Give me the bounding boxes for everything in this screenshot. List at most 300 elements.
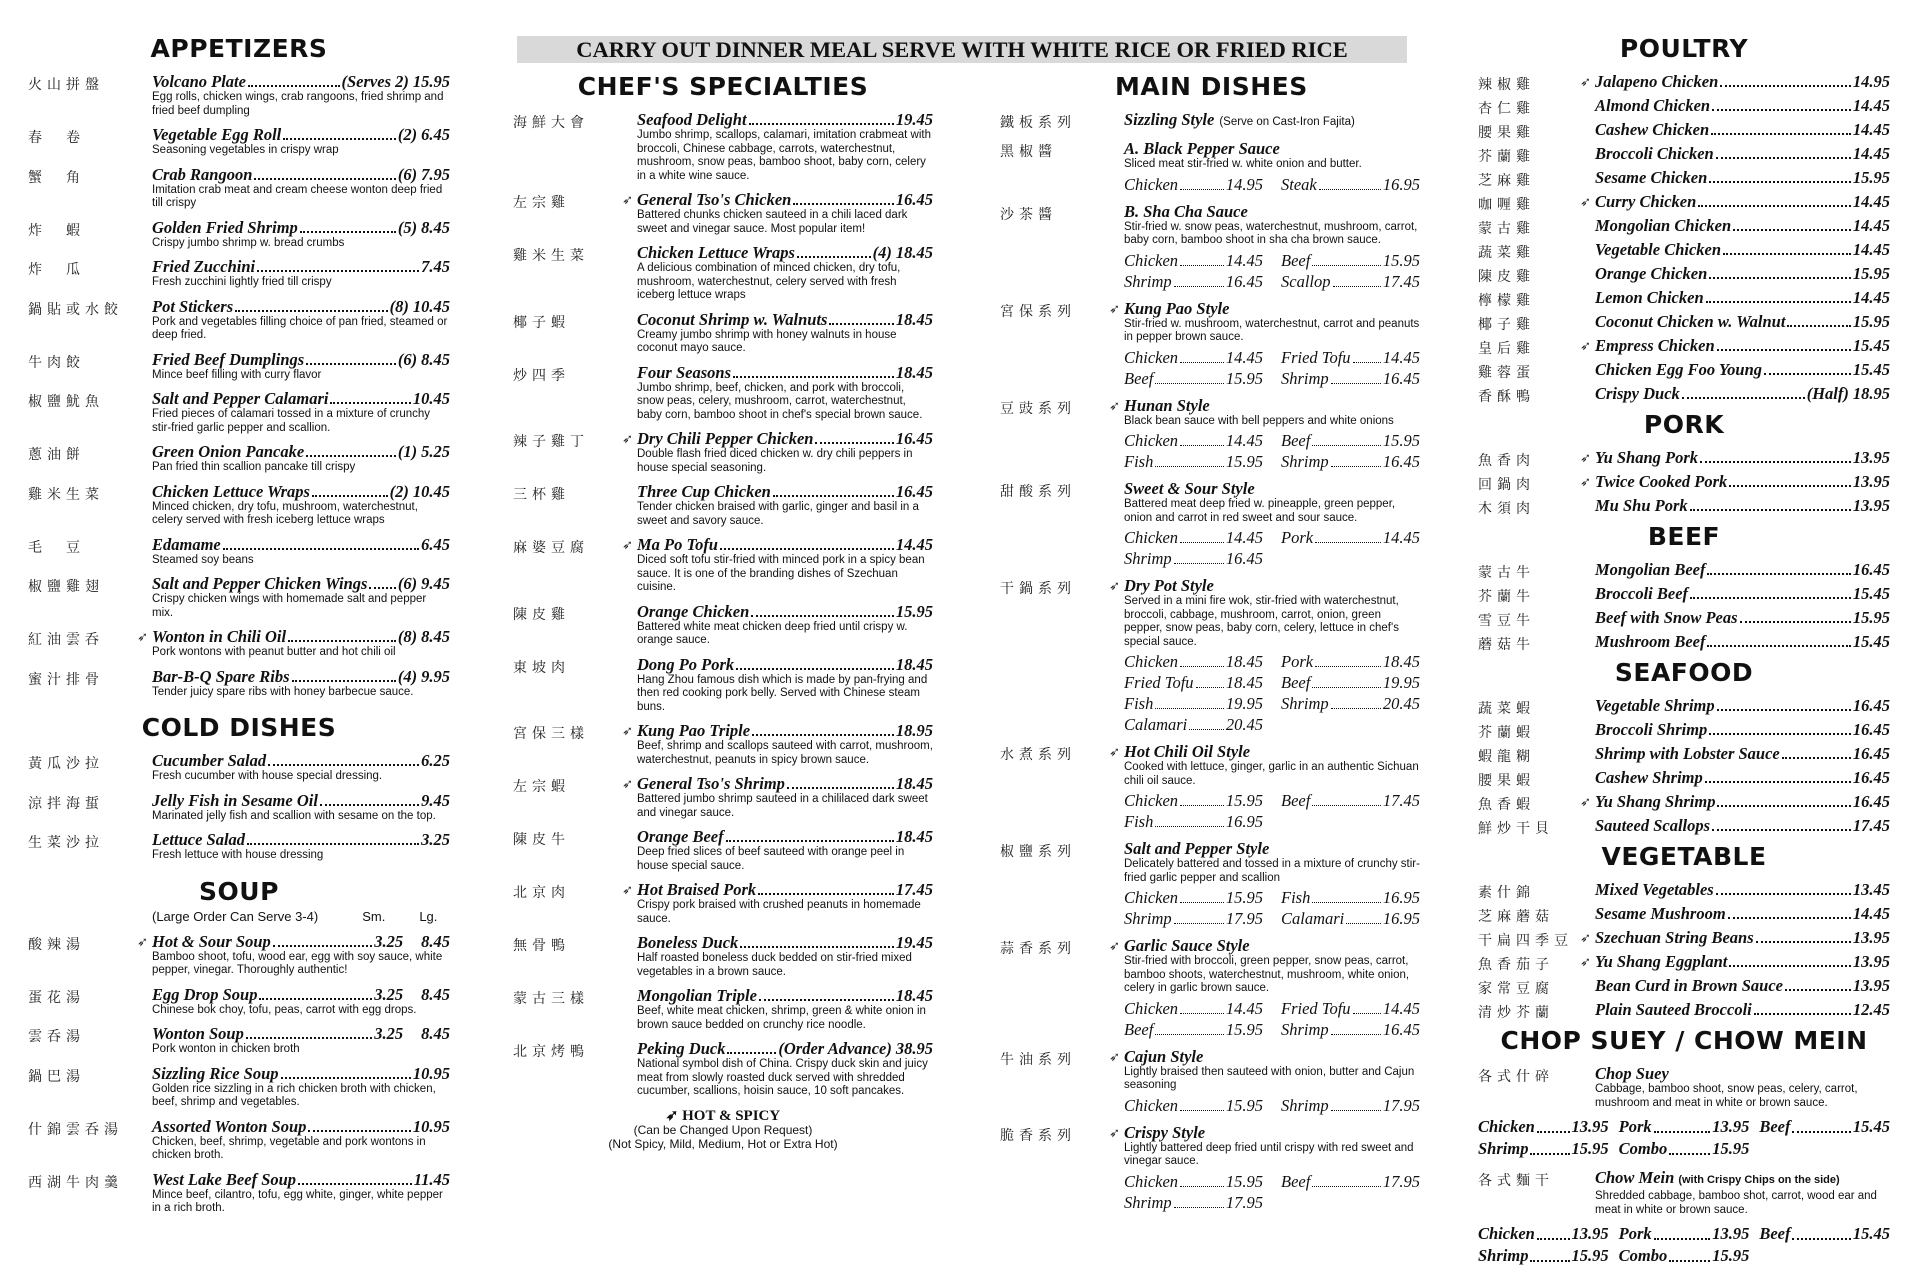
dish-name: Kung Pao Triple (637, 721, 751, 740)
menu-item (1478, 952, 1890, 974)
main-dish-name: Dry Pot Style (1124, 576, 1214, 595)
soup-item (28, 1024, 450, 1057)
dish-name-row (637, 110, 933, 129)
protein-price-value: 16.95 (1225, 812, 1263, 831)
cold-dishes-list (28, 751, 450, 863)
dish-name-row (152, 350, 450, 369)
protein-price (1478, 1223, 1609, 1245)
dish-name: Fried Beef Dumplings (152, 349, 305, 369)
dot-leader (1312, 265, 1381, 266)
vegetable-heading: VEGETABLE (1601, 842, 1767, 871)
dot-leader (1353, 362, 1381, 363)
protein-price (1281, 887, 1420, 908)
dish-name: Pot Stickers (152, 296, 234, 316)
main-dish-name: Sizzling Style (1124, 110, 1215, 129)
main-dish-description: Sliced meat stir-fried w. white onion and butter. (1124, 158, 1362, 170)
chinese-name: 椒鹽雞翅 (28, 579, 104, 595)
main-dish-body (1124, 742, 1420, 832)
soup-description: Golden rice sizzling in a rich chicken broth with chicken, beef, shrimp and vegetables. (152, 1082, 436, 1108)
dot-leader (1717, 709, 1851, 711)
dish-name-row (1595, 720, 1890, 739)
menu-item (28, 751, 450, 784)
main-dish-name: Cajun Style (1124, 1046, 1204, 1066)
chili-pepper-icon: ➶ (1109, 745, 1120, 760)
protein-name: Chicken (1124, 888, 1179, 907)
main-dish-name: A. Black Pepper Sauce (1124, 139, 1280, 158)
menu-item-body (152, 791, 450, 824)
protein-price-value: 16.45 (1382, 452, 1420, 471)
main-dish-name: Kung Pao Style (1124, 298, 1230, 318)
menu-item (1478, 448, 1890, 470)
chop-suey-name-row (1595, 1168, 1890, 1190)
main-dish-item (1000, 110, 1420, 132)
dish-quantity: (8) (389, 296, 409, 316)
dot-leader (1716, 893, 1851, 895)
dish-name: Boneless Duck (637, 933, 739, 952)
dish-name: Empress Chicken (1595, 336, 1715, 355)
dot-leader (308, 1130, 411, 1132)
protein-name: Chicken (1124, 1095, 1179, 1115)
dot-leader (727, 1052, 776, 1054)
soup-size-header (152, 909, 450, 924)
soup-large-price: 10.95 (412, 1063, 450, 1083)
chinese-name: 各式麵干 (1478, 1173, 1554, 1189)
dish-price: 16.45 (895, 482, 933, 501)
protein-price-value: 15.45 (1852, 1117, 1890, 1136)
menu-item-body (1595, 472, 1890, 494)
menu-item-body (637, 655, 933, 715)
chinese-name: 辣子雞丁 ➶ (513, 432, 633, 450)
menu-item-body (637, 774, 933, 820)
dish-quantity: (6) (397, 164, 418, 184)
dish-name-row (637, 880, 933, 899)
dot-leader (1792, 1116, 1850, 1133)
menu-item-body (1595, 288, 1890, 310)
protein-price-value: 16.45 (1382, 368, 1420, 388)
column-appetizers (28, 30, 450, 1223)
dot-leader (1782, 757, 1851, 759)
dot-leader (733, 376, 894, 378)
main-dishes-heading: MAIN DISHES (1115, 72, 1308, 101)
protein-price-value: 16.95 (1382, 174, 1420, 194)
main-dish-name-row (1124, 1047, 1420, 1066)
soup-note: (Large Order Can Serve 3-4) (152, 908, 319, 924)
chop-suey-note: (with Crispy Chips on the side) (1678, 1174, 1840, 1186)
protein-price (1281, 347, 1420, 368)
menu-item-body (1595, 768, 1890, 790)
chinese-name: 黑椒醬 (1000, 144, 1057, 160)
protein-price-value: 17.95 (1225, 909, 1263, 928)
main-dish-item (1000, 742, 1420, 832)
column-meats (1478, 30, 1890, 1275)
protein-name: Shrimp (1478, 1139, 1529, 1158)
dish-quantity: (2) (389, 481, 409, 501)
price-grid (1124, 174, 1420, 195)
protein-price-value: 14.45 (1225, 431, 1263, 450)
chinese-name: 蔥油餅 (28, 447, 85, 463)
dot-leader (1785, 989, 1851, 991)
dish-name-row (637, 482, 933, 501)
soup-large-price: 8.45 (421, 1024, 450, 1043)
menu-item-body (637, 535, 933, 595)
menu-item (1478, 360, 1890, 382)
chinese-name: 素什錦 (1478, 885, 1535, 901)
dish-price: 10.45 (412, 296, 450, 316)
menu-item (28, 165, 450, 211)
dish-description: Crispy pork braised with crushed peanuts in homemade sauce. (637, 899, 921, 925)
chili-pepper-icon: ➶ (622, 193, 633, 208)
dish-name-row (152, 72, 450, 91)
soup-name: Hot & Sour Soup (152, 931, 271, 951)
chinese-name: 清炒芥蘭 (1478, 1005, 1554, 1021)
dot-leader (720, 548, 894, 550)
protein-name: Beef (1281, 431, 1311, 450)
menu-item-body (637, 880, 933, 926)
protein-price (1124, 250, 1263, 271)
chili-pepper-icon: ➶ (1580, 451, 1591, 466)
menu-item-body (152, 218, 450, 251)
protein-name: Fried Tofu (1281, 998, 1351, 1018)
main-dish-body (1124, 1123, 1420, 1213)
main-dish-name-row (1124, 839, 1420, 858)
dish-name-row (637, 310, 933, 329)
dish-price: 13.95 (1852, 952, 1890, 971)
menu-item (513, 535, 933, 595)
dish-name-row (152, 125, 450, 144)
chinese-name: 炸 瓜 (28, 262, 85, 278)
dot-leader (298, 1183, 412, 1185)
hot-spicy-note (513, 1109, 933, 1151)
main-dish-item (1000, 139, 1420, 195)
dish-name: Plain Sauteed Broccoli (1595, 1000, 1752, 1019)
menu-item (1478, 816, 1890, 838)
main-dish-name: B. Sha Cha Sauce (1124, 201, 1248, 221)
menu-item-body (1595, 744, 1890, 766)
protein-price (1281, 998, 1420, 1019)
protein-name: Scallop (1281, 271, 1331, 291)
menu-item-body (152, 482, 450, 528)
dish-name-row (152, 257, 450, 276)
dish-name: Jelly Fish in Sesame Oil (152, 790, 318, 810)
main-dish-description: Cooked with lettuce, ginger, garlic in an authentic Sichuan chili oil sauce. (1124, 761, 1419, 787)
menu-item (28, 535, 450, 568)
main-dish-body (1124, 110, 1420, 132)
dot-leader (726, 840, 894, 842)
chinese-name: 蝦龍糊 (1478, 749, 1535, 765)
protein-name: Shrimp (1124, 909, 1172, 928)
dot-leader (1155, 1034, 1224, 1035)
chinese-name: 左宗蝦 ➶ (513, 777, 633, 795)
chinese-name: 家常豆腐 (1478, 981, 1554, 997)
chinese-name: 火山拼盤 (28, 77, 104, 93)
dish-name: Three Cup Chicken (637, 482, 771, 501)
dish-name: Dry Chili Pepper Chicken (637, 429, 814, 448)
dot-leader (1754, 1013, 1851, 1015)
menu-item-body (152, 442, 450, 475)
chinese-name: 魚香肉 ➶ (1478, 451, 1591, 469)
dish-quantity: (Order Advance) (778, 1039, 892, 1058)
dish-name-row (1595, 96, 1890, 115)
dish-price: 14.45 (1852, 216, 1890, 235)
dot-leader (1787, 325, 1850, 327)
main-dish-item (1000, 479, 1420, 569)
menu-item-body (152, 830, 450, 863)
protein-name: Chicken (1124, 431, 1179, 450)
menu-item (513, 721, 933, 767)
dot-leader (1711, 133, 1851, 135)
dot-leader (1537, 1223, 1570, 1240)
menu-item (1478, 472, 1890, 494)
dish-name: Almond Chicken (1595, 96, 1711, 115)
dish-name: Lettuce Salad (152, 830, 246, 849)
dot-leader (1709, 733, 1851, 735)
dish-name: Vegetable Egg Roll (152, 125, 282, 144)
chinese-name: 蒙古三樣 (513, 991, 589, 1007)
menu-item (1478, 720, 1890, 742)
protein-name: Pork (1618, 1224, 1652, 1243)
dish-name: Curry Chicken (1595, 192, 1697, 211)
dot-leader (1709, 277, 1851, 279)
dish-price: 15.45 (1852, 584, 1890, 603)
dish-price: 16.45 (1852, 720, 1890, 739)
protein-price-value: 14.45 (1382, 347, 1420, 367)
protein-name: Combo (1618, 1139, 1668, 1158)
seafood-list (1478, 696, 1890, 838)
soup-item-body (152, 1024, 450, 1057)
dish-name-row (1595, 632, 1890, 651)
protein-price-value: 17.95 (1225, 1192, 1263, 1212)
main-dish-item (1000, 839, 1420, 929)
chefs-specialties-heading: CHEF'S SPECIALTIES (577, 72, 869, 101)
main-dish-name-row (1124, 139, 1420, 158)
dish-quantity: (8) (397, 627, 418, 646)
dot-leader (1717, 805, 1850, 807)
menu-item (1478, 744, 1890, 766)
soup-large-price: 10.95 (412, 1116, 450, 1136)
dot-leader (1530, 1245, 1569, 1262)
protein-price (1478, 1245, 1609, 1267)
dot-leader (1690, 509, 1851, 511)
dish-name: Shrimp with Lobster Sauce (1595, 744, 1780, 763)
dish-name: Hot Braised Pork (637, 880, 757, 899)
dot-leader (1174, 286, 1224, 287)
main-dish-body (1124, 202, 1420, 292)
main-dish-item (1000, 1047, 1420, 1116)
chinese-name: 腰果雞 (1478, 125, 1535, 141)
protein-price (1759, 1116, 1890, 1138)
soup-name-row (152, 1117, 450, 1136)
protein-name: Beef (1759, 1224, 1791, 1243)
main-dish-body (1124, 299, 1420, 389)
dish-name: Bar-B-Q Spare Ribs (152, 666, 290, 686)
soup-item-body (152, 1117, 450, 1163)
dot-leader (1353, 1013, 1381, 1014)
pork-list (1478, 448, 1890, 518)
dot-leader (1707, 573, 1850, 575)
main-dish-item (1000, 936, 1420, 1040)
main-dish-description: Battered meat deep fried w. pineapple, green pepper, onion and carrot in red sweet and sour sauce. (1124, 498, 1396, 524)
protein-price-value: 18.45 (1225, 652, 1263, 671)
menu-item (513, 363, 933, 423)
main-dish-body (1124, 396, 1420, 473)
dot-leader (1331, 708, 1381, 709)
protein-price (1124, 1019, 1263, 1040)
soup-item (28, 985, 450, 1018)
dish-name-row (1595, 384, 1890, 403)
menu-item (513, 602, 933, 648)
dish-name-row (637, 429, 933, 448)
dish-name: Four Seasons (637, 362, 731, 382)
dish-description: Hang Zhou famous dish which is made by pan-frying and then red cooking pork belly. Served with Chinese steam buns. (637, 673, 928, 713)
protein-price-value: 19.95 (1225, 694, 1263, 713)
menu-item-body (1595, 632, 1890, 654)
main-dish-body (1124, 139, 1420, 195)
dish-price: 15.45 (1852, 632, 1890, 651)
soup-small-price: 3.25 (374, 931, 404, 951)
menu-item (28, 125, 450, 158)
dish-name: Vegetable Shrimp (1595, 696, 1715, 715)
menu-item-body (1595, 584, 1890, 606)
dish-description: Fresh lettuce with house dressing (152, 849, 324, 861)
menu-item-body (152, 165, 450, 211)
dot-leader (1319, 189, 1381, 190)
menu-item (28, 297, 450, 343)
soup-name: Sizzling Rice Soup (152, 1063, 279, 1083)
dish-price: 15.95 (1852, 608, 1890, 627)
main-dish-description: Lightly battered deep fried until crispy with red sweet and vinegar sauce. (1124, 1141, 1414, 1167)
main-dish-name-row (1124, 576, 1420, 595)
dot-leader (1729, 485, 1851, 487)
dish-name-row (1595, 448, 1890, 467)
dot-leader (1312, 1186, 1381, 1187)
dot-leader (1756, 941, 1851, 943)
dot-leader (1180, 189, 1224, 190)
protein-price (1281, 908, 1420, 929)
protein-price (1124, 548, 1263, 569)
dish-price: 15.95 (412, 72, 450, 91)
dot-leader (1155, 466, 1224, 467)
soup-large-price: 8.45 (421, 984, 450, 1004)
main-dish-item (1000, 576, 1420, 735)
protein-price-value: 14.45 (1225, 347, 1263, 367)
dish-price: 17.45 (1852, 816, 1890, 835)
protein-price (1281, 250, 1420, 271)
menu-item (28, 830, 450, 863)
dot-leader (306, 363, 396, 365)
dish-name: Chicken Lettuce Wraps (637, 243, 795, 262)
chop-suey-body (1595, 1168, 1890, 1217)
soup-item (28, 1117, 450, 1163)
menu-item (28, 574, 450, 620)
protein-price-value: 16.95 (1382, 888, 1420, 907)
chinese-name: 酸辣湯 ➶ (28, 934, 148, 953)
dish-name-row (637, 363, 933, 382)
protein-price (1124, 811, 1263, 832)
dish-name: Szechuan String Beans (1595, 928, 1754, 947)
dish-name: Lemon Chicken (1595, 288, 1704, 307)
dot-leader (1717, 349, 1851, 351)
price-grid (1124, 430, 1420, 472)
protein-name: Calamari (1124, 715, 1188, 734)
chinese-name: 蒙古牛 (1478, 565, 1535, 581)
chinese-name: 東坡肉 (513, 659, 570, 676)
chinese-name: 北京肉 ➶ (513, 883, 633, 901)
dish-price: 9.45 (421, 790, 450, 810)
pork-heading: PORK (1643, 410, 1725, 439)
menu-item-body (1595, 880, 1890, 902)
main-dish-note: (Serve on Cast-Iron Fajita) (1219, 116, 1355, 128)
dot-leader (273, 945, 372, 947)
dish-price: 18.45 (895, 362, 933, 382)
menu-item (1478, 144, 1890, 166)
menu-item (1478, 72, 1890, 94)
dish-name-row (152, 297, 450, 316)
soup-name-row (152, 985, 450, 1004)
dish-name: Sesame Chicken (1595, 168, 1708, 187)
protein-name: Shrimp (1281, 694, 1329, 713)
protein-price (1124, 1192, 1263, 1213)
dish-price: 14.45 (1852, 144, 1890, 163)
main-dish-name: Salt and Pepper Style (1124, 839, 1270, 858)
chinese-name: 鍋巴湯 (28, 1068, 85, 1085)
protein-name: Beef (1759, 1117, 1791, 1136)
dish-price: 18.45 (895, 986, 933, 1005)
menu-item-body (1595, 336, 1890, 358)
main-dish-description: Served in a mini fire wok, stir-fried with waterchestnut, broccoli, cabbage, mushroom, carrot, onion, green pepper, snow peas, baby corn, celery, lettuce in chef's special sauce. (1124, 595, 1399, 648)
dish-name-row (1595, 216, 1890, 235)
menu-item-body (152, 389, 450, 435)
chinese-name: 咖喱雞 ➶ (1478, 195, 1591, 213)
menu-item-body (1595, 192, 1890, 214)
protein-name: Beef (1124, 368, 1154, 388)
dish-price: 15.95 (895, 601, 933, 621)
dot-leader (1740, 621, 1851, 623)
dot-leader (1537, 1116, 1570, 1133)
menu-item (28, 350, 450, 383)
dish-price: 16.45 (1852, 744, 1890, 763)
dish-price: 6.45 (421, 534, 450, 554)
dot-leader (752, 734, 894, 736)
protein-name: Combo (1618, 1246, 1668, 1265)
dish-name-row (1595, 72, 1890, 91)
chinese-name: 脆香系列 ➶ (1000, 1125, 1120, 1144)
dish-price: 15.45 (1852, 336, 1890, 355)
menu-item (513, 110, 933, 183)
dot-leader (254, 178, 395, 180)
protein-price (1124, 887, 1263, 908)
chili-pepper-icon: ➶ (1580, 475, 1591, 490)
dot-leader (312, 495, 388, 497)
dish-name-row (152, 389, 450, 408)
soup-item-body (152, 985, 450, 1018)
price-grid (1124, 1171, 1420, 1213)
menu-item (513, 827, 933, 873)
dot-leader (1720, 85, 1851, 87)
carry-out-banner: CARRY OUT DINNER MEAL SERVE WITH WHITE RICE OR FRIED RICE (517, 36, 1407, 63)
appetizers-heading: APPETIZERS (150, 34, 328, 63)
dish-name-row (1595, 792, 1890, 811)
soup-description: Bamboo shoot, tofu, wood ear, egg with soy sauce, white pepper, vinegar. Thoroughly authentic! (152, 950, 443, 976)
dish-description: Tender juicy spare ribs with honey barbecue sauce. (152, 685, 414, 698)
dot-leader (369, 587, 395, 589)
dot-leader (1682, 397, 1805, 399)
dish-name: Yu Shang Pork (1595, 448, 1699, 467)
dish-price: 16.45 (1852, 792, 1890, 811)
dish-description: National symbol dish of China. Crispy duck skin and juicy meat from slowly roasted duck served with shredded cucumber, scallions, hoisin sauce, 10 soft pancakes. (637, 1058, 928, 1097)
main-dishes-list (1000, 110, 1420, 1213)
dish-name: Orange Chicken (637, 601, 750, 621)
soup-small-price: 3.25 (374, 984, 404, 1004)
